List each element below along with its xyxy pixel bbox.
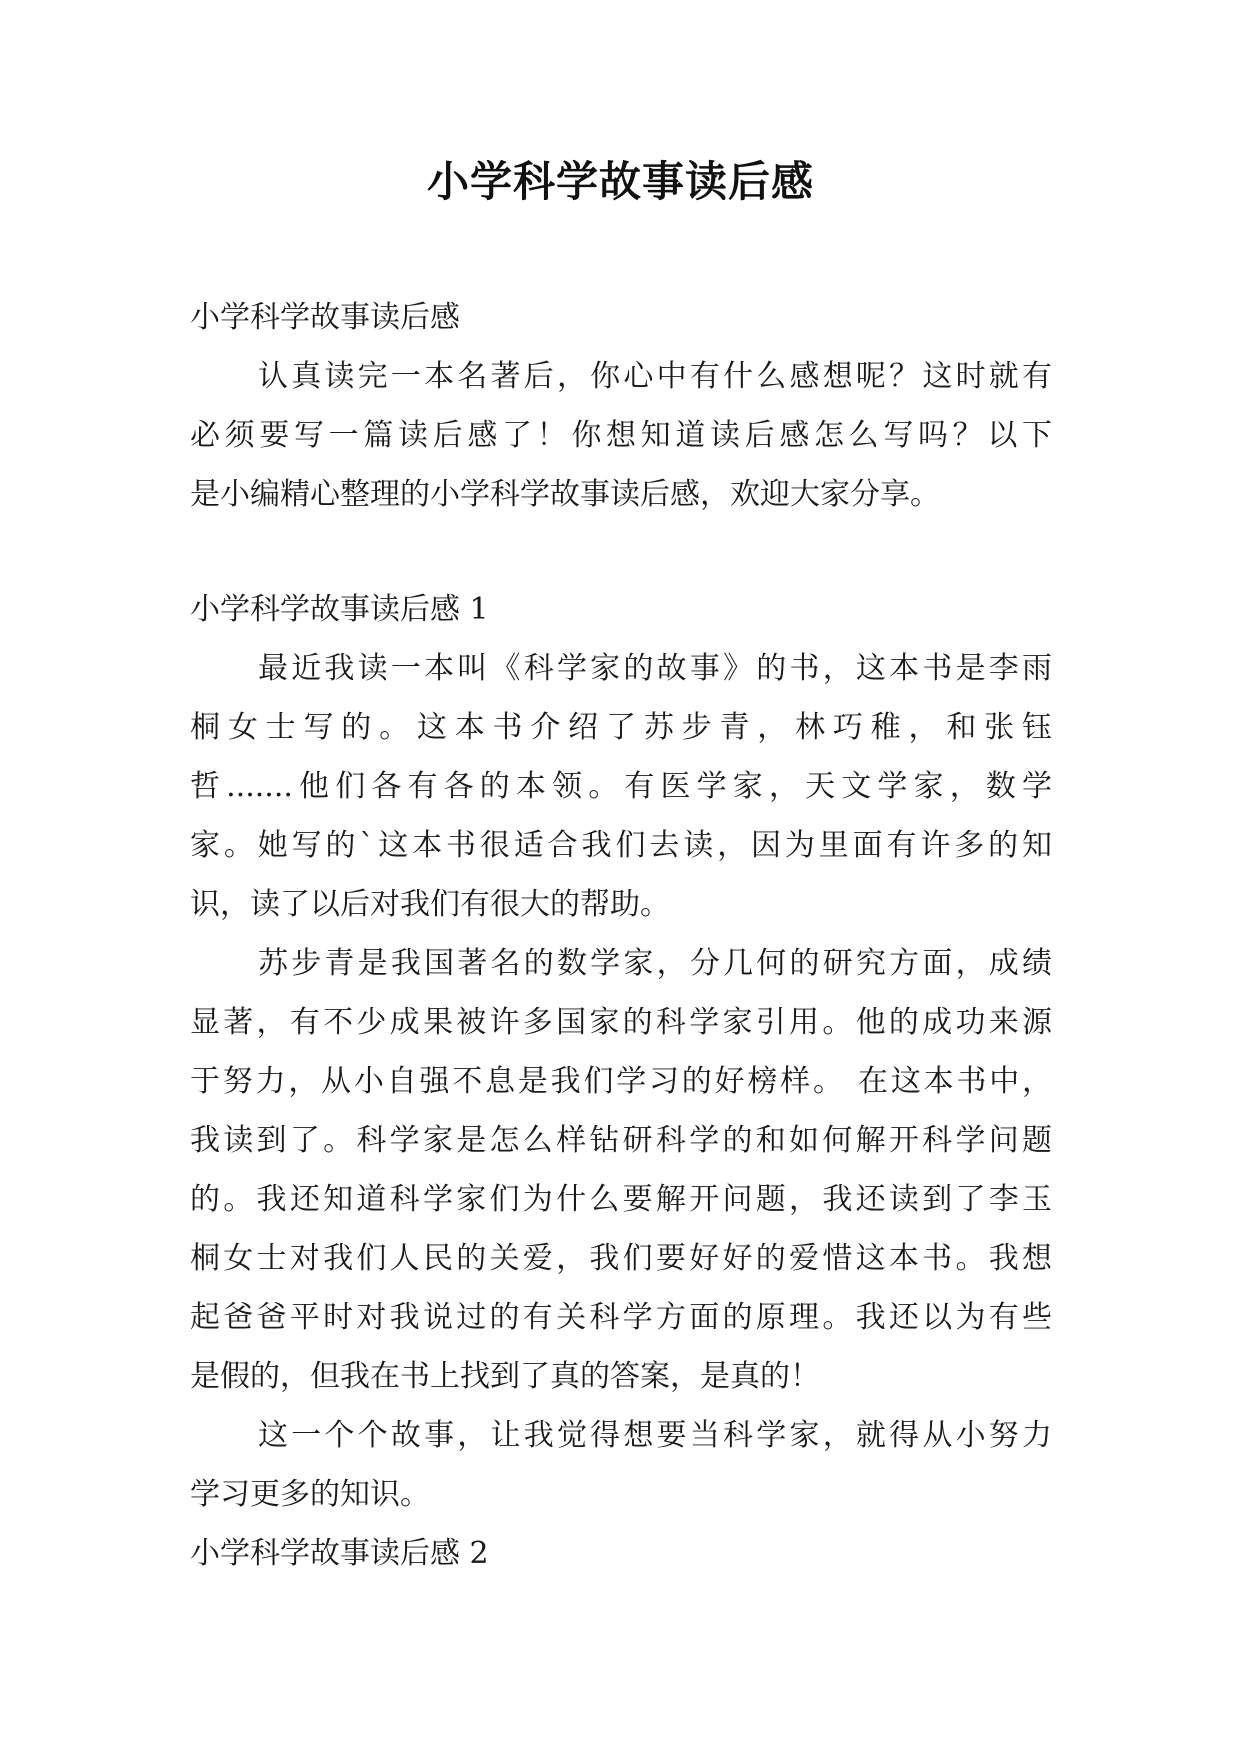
paragraph-line: 这一个个故事，让我觉得想要当科学家，就得从小努力	[258, 1418, 1052, 1453]
intro-line: 是小编精心整理的小学科学故事读后感，欢迎大家分享。	[190, 477, 940, 512]
paragraph-line: 我读到了。科学家是怎么样钻研科学的和如何解开科学问题	[190, 1123, 1052, 1158]
paragraph-line: 最近我读一本叫《科学家的故事》的书，这本书是李雨	[258, 651, 1052, 686]
paragraph-line: 学习更多的知识。	[190, 1477, 430, 1512]
paragraph-line: 苏步青是我国著名的数学家，分几何的研究方面，成绩	[258, 946, 1052, 981]
section-2-heading: 小学科学故事读后感 2	[190, 1536, 489, 1571]
document-body	[190, 288, 1052, 1583]
section-1-heading: 小学科学故事读后感 1	[190, 592, 489, 627]
paragraph-line: 于努力，从小自强不息是我们学习的好榜样。 在这本书中，	[190, 1064, 1052, 1099]
paragraph-line: 是假的，但我在书上找到了真的答案，是真的！	[190, 1359, 820, 1394]
paragraph-line: 起爸爸平时对我说过的有关科学方面的原理。我还以为有些	[190, 1300, 1052, 1335]
paragraph-line: 识，读了以后对我们有很大的帮助。	[190, 887, 670, 922]
document-title: 小学科学故事读后感	[426, 157, 814, 206]
intro-line: 必须要写一篇读后感了！你想知道读后感怎么写吗？以下	[190, 418, 1052, 453]
paragraph-line: 哲.......他们各有各的本领。有医学家，天文学家，数学	[190, 769, 1052, 804]
paragraph-line: 的。我还知道科学家们为什么要解开问题，我还读到了李玉	[190, 1182, 1052, 1217]
paragraph-gap	[190, 524, 1052, 580]
paragraph-line: 桐女士对我们人民的关爱，我们要好好的爱惜这本书。我想	[190, 1241, 1052, 1276]
paragraph-line: 桐女士写的。这本书介绍了苏步青，林巧稚，和张钰	[190, 710, 1052, 745]
paragraph-line: 家。她写的`这本书很适合我们去读，因为里面有许多的知	[190, 828, 1052, 863]
intro-heading: 小学科学故事读后感	[190, 300, 460, 335]
intro-line: 认真读完一本名著后，你心中有什么感想呢？这时就有	[258, 359, 1052, 394]
paragraph-line: 显著，有不少成果被许多国家的科学家引用。他的成功来源	[190, 1005, 1052, 1040]
